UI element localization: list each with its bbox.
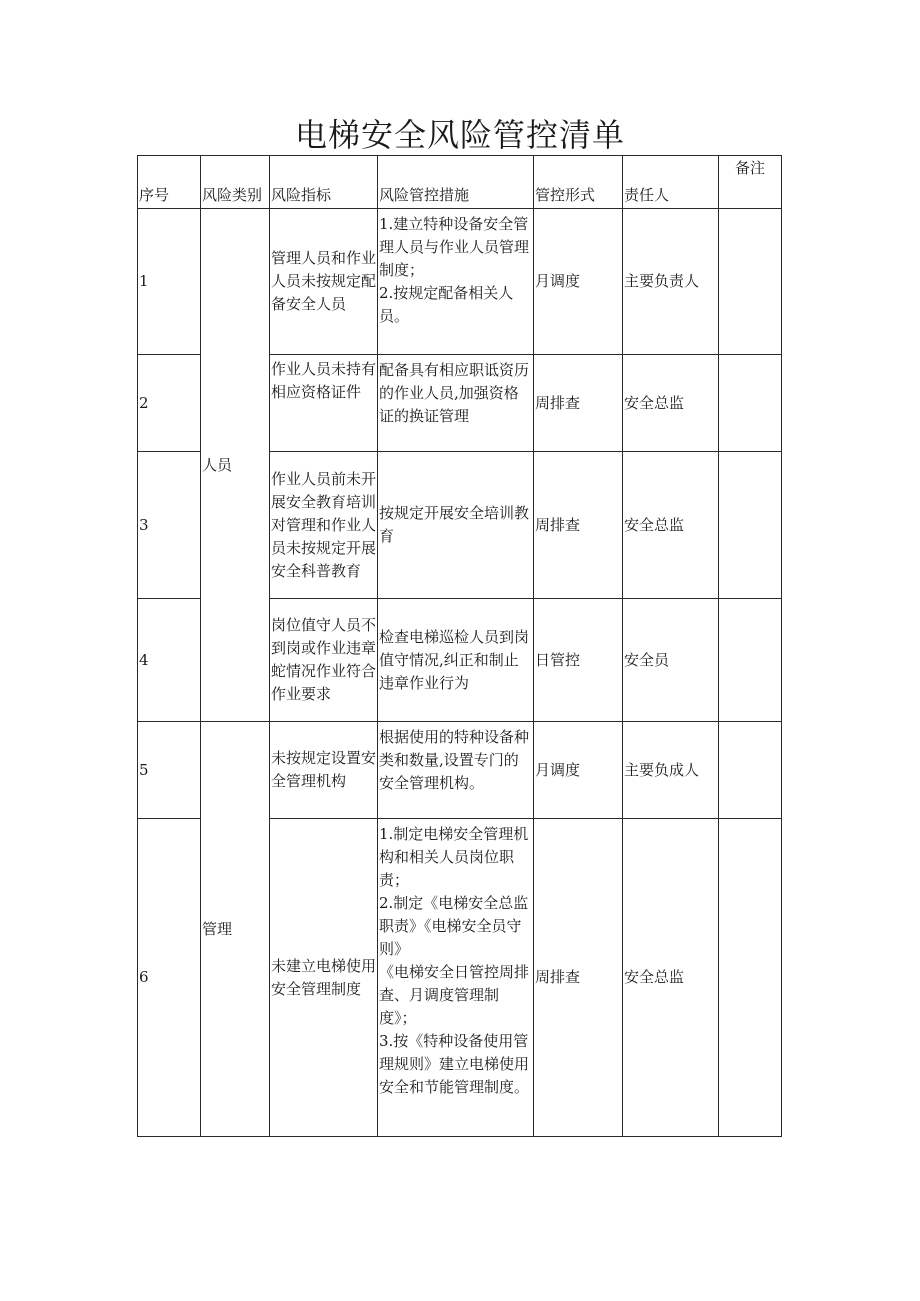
row-no: 4	[138, 599, 201, 722]
row-note	[719, 599, 782, 722]
row-measures: 1.制定电梯安全管理机构和相关人员岗位职责； 2.制定《电梯安全总监职责》《电梯安全员守则》 《电梯安全日管控周排查、月调度管理制度》； 3.按《特种设备使用管理规则》建立电梯使用安全和节能管理制度。	[378, 819, 534, 1137]
row-indicator: 管理人员和作业人员未按规定配备安全人员	[270, 209, 378, 355]
risk-control-table	[137, 155, 782, 1137]
header-indicator: 风险指标	[270, 156, 378, 209]
row-no: 5	[138, 722, 201, 819]
table-header-row	[138, 156, 782, 209]
category-management: 管理	[201, 722, 270, 1137]
header-category: 风险类别	[201, 156, 270, 209]
row-note	[719, 209, 782, 355]
row-indicator: 岗位值守人员不到岗或作业违章蛇情况作业符合作业要求	[270, 599, 378, 722]
row-form: 周排查	[534, 355, 623, 452]
row-owner: 主要负责人	[623, 209, 719, 355]
row-form: 月调度	[534, 209, 623, 355]
table-row	[138, 209, 782, 355]
row-form: 日管控	[534, 599, 623, 722]
header-form: 管控形式	[534, 156, 623, 209]
category-personnel: 人员	[201, 209, 270, 722]
row-indicator: 作业人员前未开展安全教育培训对管理和作业人员未按规定开展安全科普教育	[270, 452, 378, 599]
header-no: 序号	[138, 156, 201, 209]
row-form: 月调度	[534, 722, 623, 819]
row-measures: 1.建立特种设备安全管理人员与作业人员管理制度； 2.按规定配备相关人员。	[378, 209, 534, 355]
row-measures: 根据使用的特种设备种类和数量,设置专门的安全管理机构。	[378, 722, 534, 819]
row-note	[719, 355, 782, 452]
header-measures: 风险管控措施	[378, 156, 534, 209]
row-form: 周排查	[534, 452, 623, 599]
row-indicator: 未按规定设置安全管理机构	[270, 722, 378, 819]
row-note	[719, 819, 782, 1137]
row-owner: 安全总监	[623, 355, 719, 452]
header-owner: 责任人	[623, 156, 719, 209]
row-owner: 安全员	[623, 599, 719, 722]
row-indicator: 作业人员未持有相应资格证件	[270, 355, 378, 452]
row-no: 6	[138, 819, 201, 1137]
row-indicator: 未建立电梯使用安全管理制度	[270, 819, 378, 1137]
page-title: 电梯安全风险管控清单	[294, 116, 625, 154]
row-measures: 检查电梯巡检人员到岗值守情况,纠正和制止违章作业行为	[378, 599, 534, 722]
row-form: 周排查	[534, 819, 623, 1137]
row-no: 1	[138, 209, 201, 355]
row-no: 2	[138, 355, 201, 452]
row-owner: 主要负成人	[623, 722, 719, 819]
row-measures: 配备具有相应职诋资历的作业人员,加强资格证的换证管理	[378, 355, 534, 452]
row-note	[719, 452, 782, 599]
row-note	[719, 722, 782, 819]
row-owner: 安全总监	[623, 452, 719, 599]
header-note: 备注	[719, 156, 782, 209]
row-measures: 按规定开展安全培训教育	[378, 452, 534, 599]
row-no: 3	[138, 452, 201, 599]
row-owner: 安全总监	[623, 819, 719, 1137]
table-row	[138, 722, 782, 819]
